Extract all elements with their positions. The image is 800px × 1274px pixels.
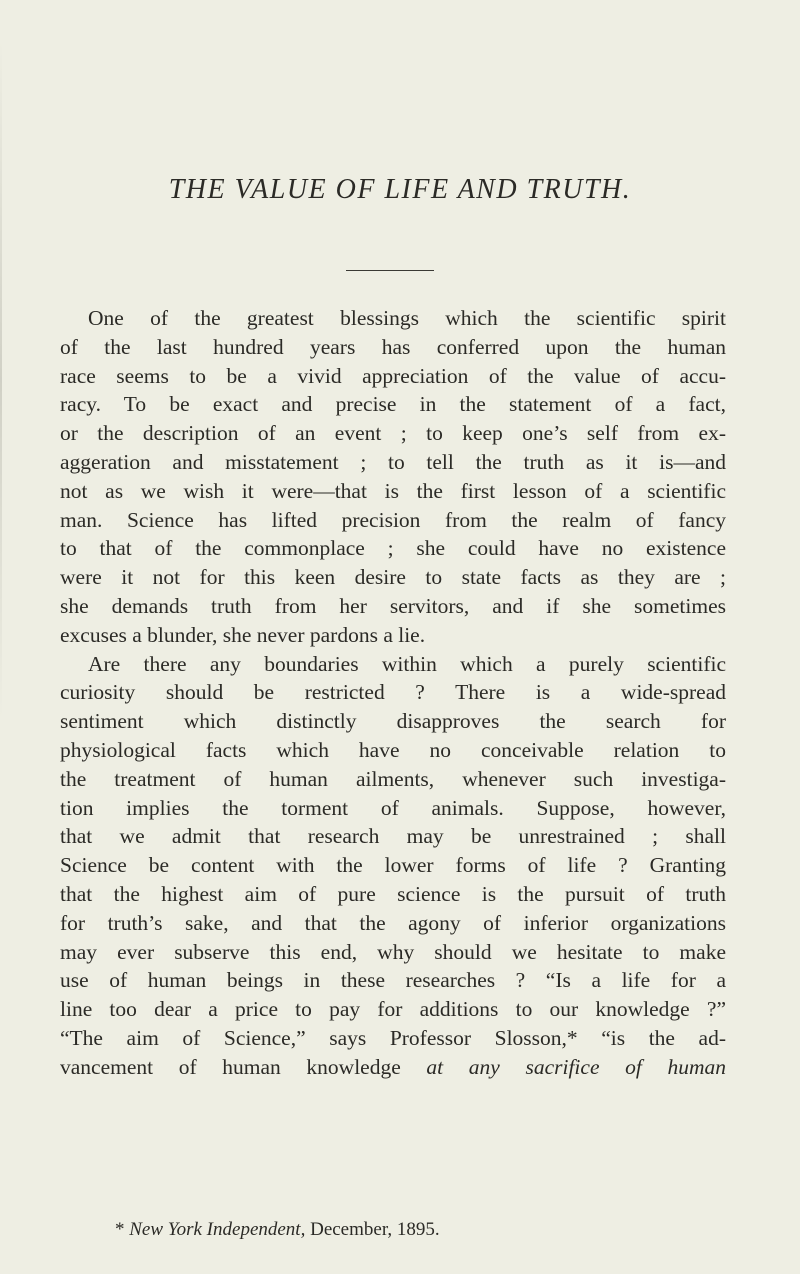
text-line: she demands truth from her servitors, and if she sometimes — [60, 593, 726, 618]
text-line: to that of the commonplace ; she could have no existence — [60, 536, 726, 561]
text-line: “The aim of Science,” says Professor Slosson,* “is the ad- — [60, 1025, 726, 1050]
text-line: race seems to be a vivid appreciation of the value of accu- — [60, 363, 726, 388]
text-line: Are there any boundaries within which a purely scientific — [88, 651, 726, 676]
text-line: use of human beings in these researches ? “Is a life for a — [60, 968, 726, 993]
text-line: for truth’s sake, and that the agony of inferior organizations — [60, 910, 726, 935]
text-line: not as we wish it were—that is the first lesson of a scientific — [60, 478, 726, 503]
text-line: Science be content with the lower forms of life ? Granting — [60, 853, 726, 878]
text-line: the treatment of human ailments, whenever such investiga- — [60, 766, 726, 791]
footnote-date: December, 1895. — [310, 1219, 440, 1240]
footnote-source: New York Independent, — [129, 1219, 306, 1240]
page-edge-shadow — [0, 40, 2, 720]
text-line: were it not for this keen desire to state facts as they are ; — [60, 565, 726, 590]
text-line: may ever subserve this end, why should we hesitate to make — [60, 939, 726, 964]
text-line: aggeration and misstatement ; to tell the truth as it is—and — [60, 449, 726, 474]
text-line: man. Science has lifted precision from the realm of fancy — [60, 507, 726, 532]
text-line: line too dear a price to pay for additions to our knowledge ?” — [60, 997, 726, 1022]
text-line: physiological facts which have no conceivable relation to — [60, 737, 726, 762]
text-line: racy. To be exact and precise in the statement of a fact, — [60, 392, 726, 417]
text-line: sentiment which distinctly disapproves the search for — [60, 709, 726, 734]
text-line: curiosity should be restricted ? There is a wide-spread — [60, 680, 726, 705]
body-text — [60, 304, 726, 1082]
chapter-title: THE VALUE OF LIFE AND TRUTH. — [168, 174, 632, 205]
text-roman-segment: vancement of human knowledge — [60, 1054, 401, 1079]
text-line: One of the greatest blessings which the scientific spirit — [88, 306, 726, 330]
title-divider-rule — [346, 270, 434, 271]
text-line: or the description of an event ; to keep one’s self from ex- — [60, 421, 726, 446]
text-line-final — [60, 1053, 726, 1082]
footnote — [115, 1219, 440, 1241]
text-line: tion implies the torment of animals. Suppose, however, — [60, 795, 726, 820]
text-line: of the last hundred years has conferred upon the human — [60, 334, 726, 359]
text-line: that we admit that research may be unrestrained ; shall — [60, 824, 726, 849]
text-italic-segment: at any sacrifice of human — [426, 1054, 726, 1079]
footnote-marker: * — [115, 1219, 125, 1240]
text-line: excuses a blunder, she never pardons a lie. — [60, 622, 426, 647]
text-line: that the highest aim of pure science is the pursuit of truth — [60, 881, 726, 906]
